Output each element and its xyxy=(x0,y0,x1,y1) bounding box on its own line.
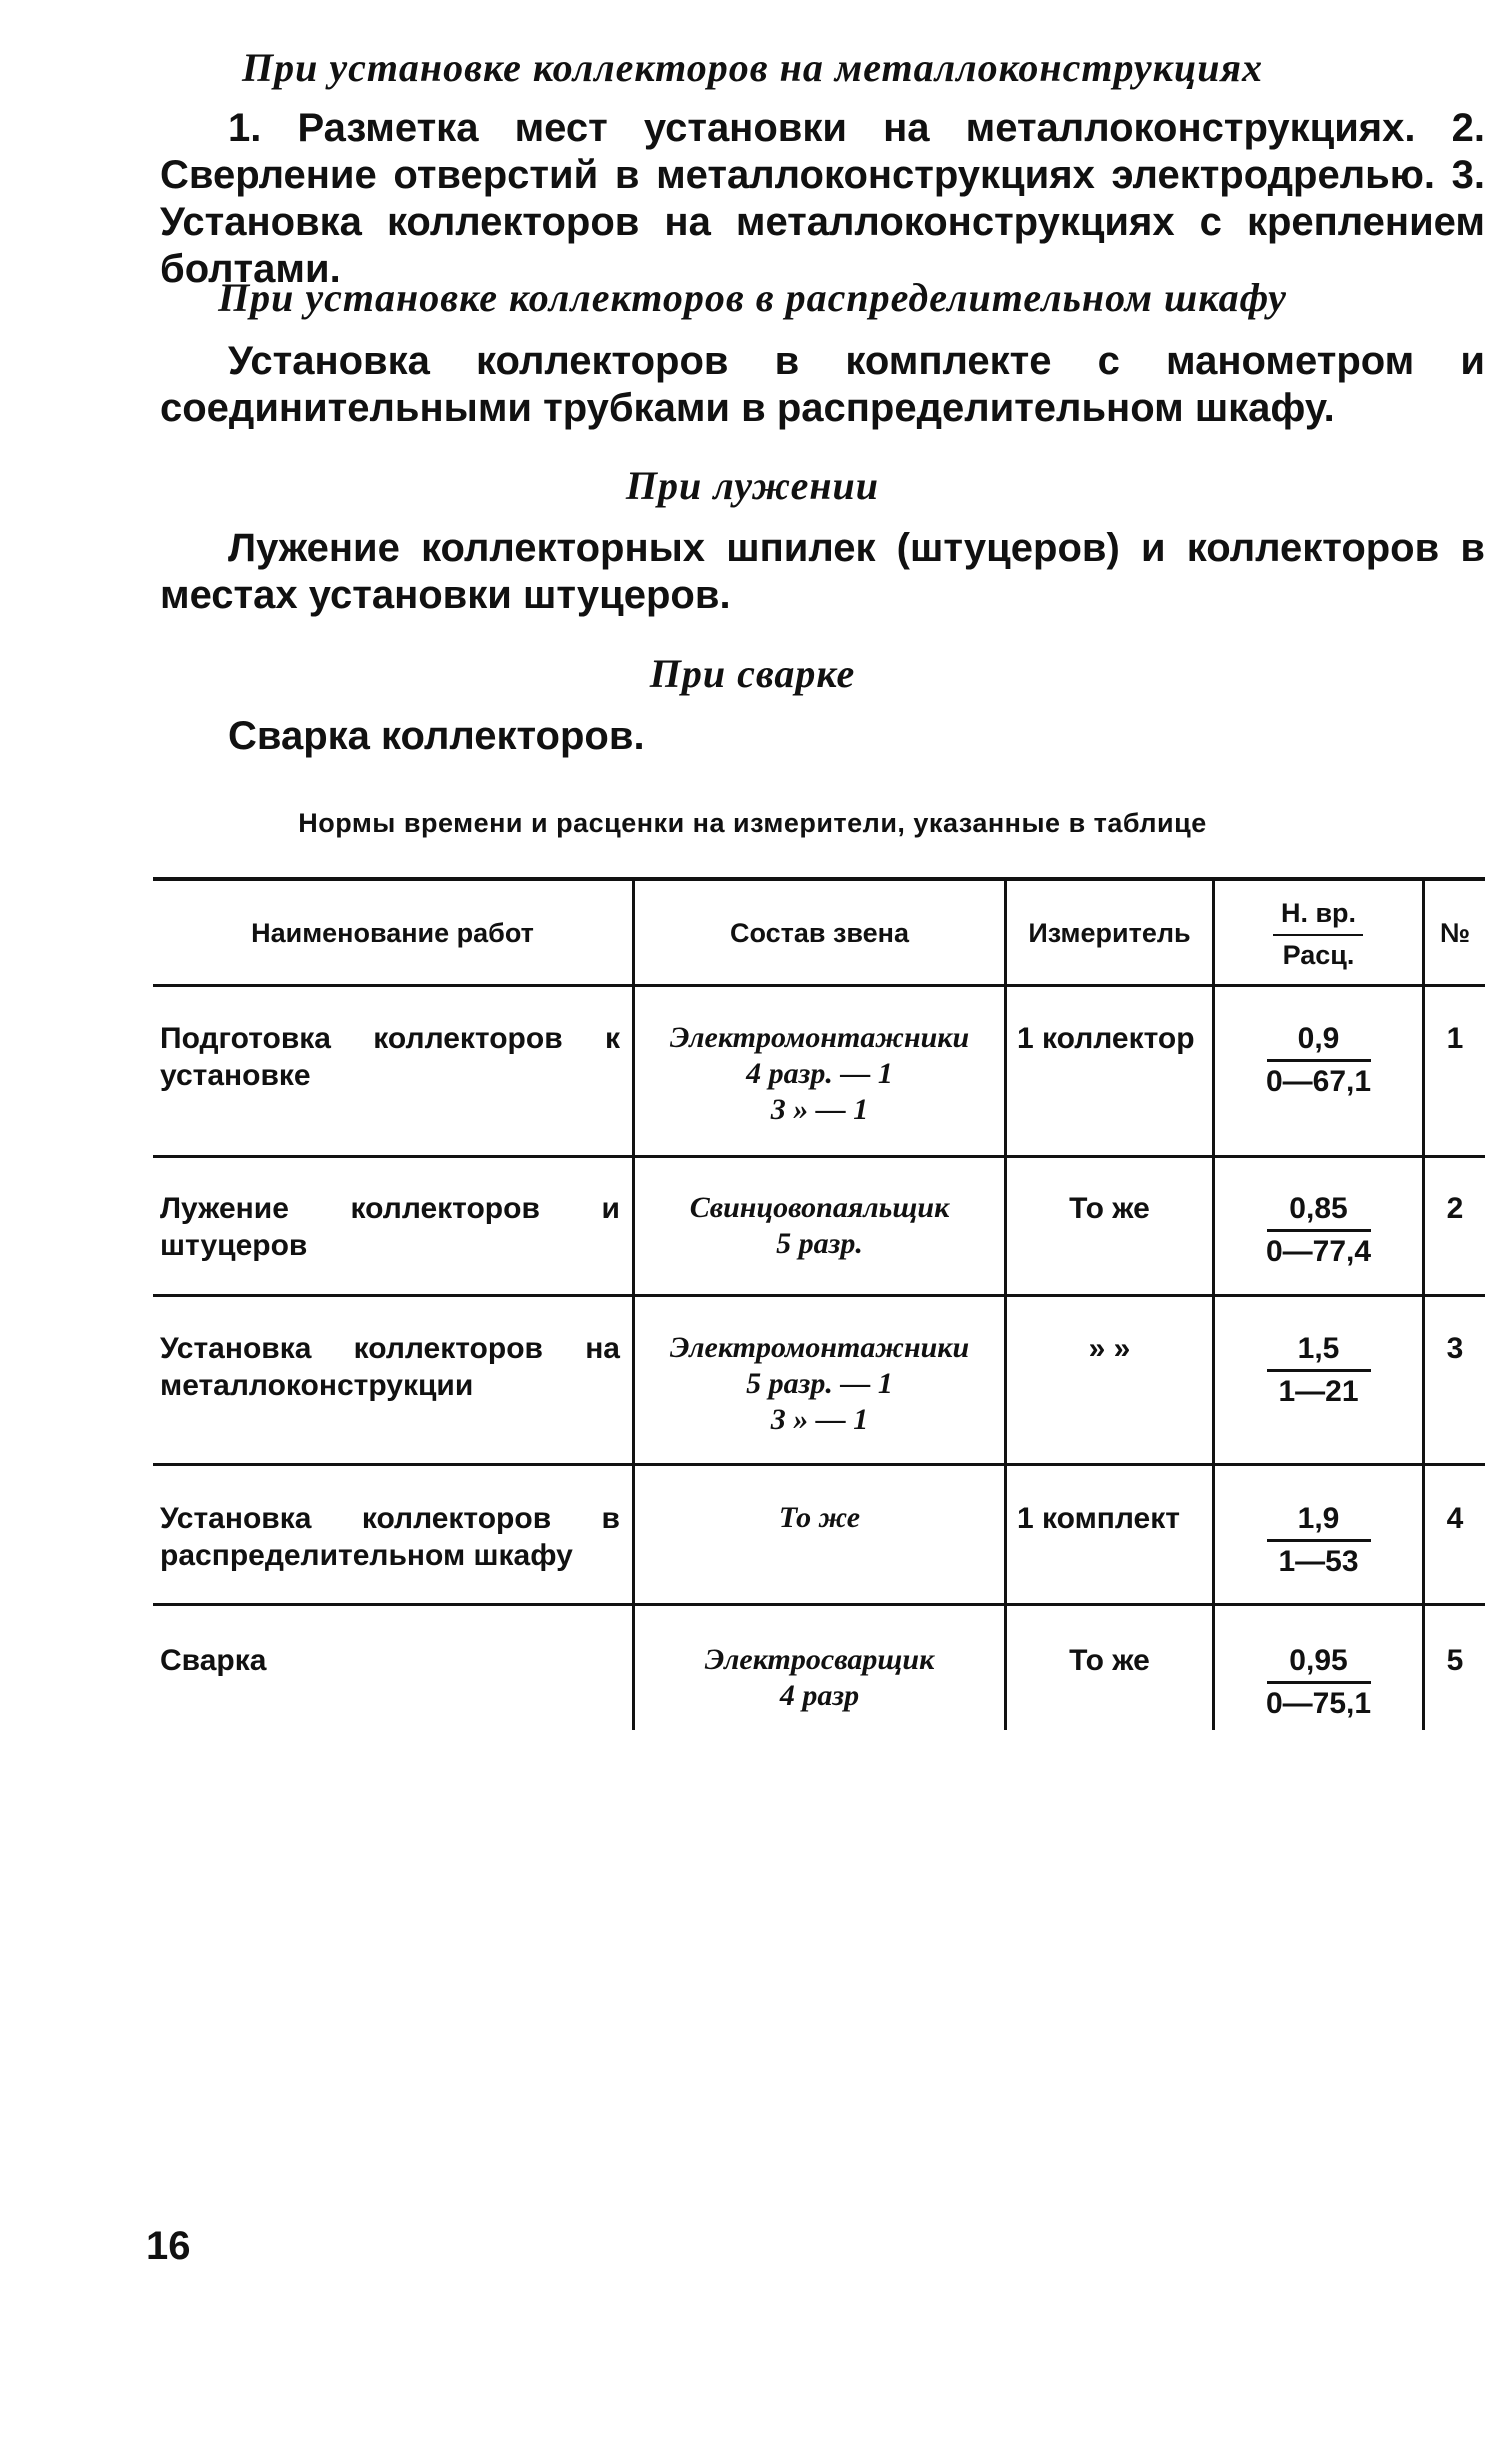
section-title: При сварке xyxy=(649,651,856,696)
header-norm: Н. вр. xyxy=(1280,898,1357,928)
section-title: При установке коллекторов на металлоконструкциях xyxy=(241,45,1264,90)
section-paragraph: Лужение коллекторных шпилек (штуцеров) и коллекторов в местах установки штуцеров. xyxy=(160,526,1485,617)
column-divider xyxy=(632,877,635,1730)
row-rate: 0—75,1 xyxy=(1265,1687,1372,1720)
section-paragraph: Сварка коллекторов. xyxy=(228,714,645,758)
row-crew: То же xyxy=(778,1501,861,1534)
row-unit: То же xyxy=(1069,1192,1150,1225)
row-rate: 0—67,1 xyxy=(1265,1065,1372,1098)
row-crew: Электромонтажники 5 разр. — 1 3 » — 1 xyxy=(669,1331,970,1436)
section-paragraph: 1. Разметка мест установки на металлоконструкциях. 2. Сверление отверстий в металлоконструкциях электродрелью. 3. Установка коллекторов на металлоконструкциях с креплением болтами. xyxy=(160,106,1485,291)
row-unit: 1 коллектор xyxy=(1017,1022,1195,1055)
column-divider xyxy=(1212,877,1215,1730)
header-unit: Измеритель xyxy=(1028,918,1191,948)
row-divider xyxy=(153,1294,1485,1297)
fraction-line xyxy=(1267,1369,1371,1372)
section-title: При установке коллекторов в распределительном шкафу xyxy=(218,275,1287,320)
fraction-line xyxy=(1267,1539,1371,1542)
row-number: 4 xyxy=(1446,1502,1464,1535)
row-rate: 0—77,4 xyxy=(1265,1235,1372,1268)
fraction-line xyxy=(1267,1229,1371,1232)
row-rate: 1—53 xyxy=(1278,1545,1359,1578)
row-norm: 1,5 xyxy=(1297,1332,1340,1365)
row-name: Лужение коллекторов и штуцеров xyxy=(160,1192,620,1262)
header-crew: Состав звена xyxy=(730,918,909,948)
header-rate: Расц. xyxy=(1282,940,1355,970)
row-crew: Электросварщик 4 разр xyxy=(704,1643,935,1712)
row-crew: Электромонтажники 4 разр. — 1 3 » — 1 xyxy=(669,1021,970,1126)
header-name: Наименование работ xyxy=(251,918,534,948)
section-title: При лужении xyxy=(625,463,880,508)
fraction-line xyxy=(1273,934,1363,936)
row-number: 5 xyxy=(1446,1644,1464,1677)
row-divider xyxy=(153,1603,1485,1606)
table-top-rule xyxy=(153,877,1485,881)
row-number: 1 xyxy=(1446,1022,1464,1055)
row-rate: 1—21 xyxy=(1278,1375,1359,1408)
column-divider xyxy=(1422,877,1425,1730)
row-norm: 0,85 xyxy=(1289,1192,1348,1225)
row-norm: 1,9 xyxy=(1297,1502,1340,1535)
table-caption: Нормы времени и расценки на измерители, указанные в таблице xyxy=(298,808,1207,838)
row-name: Установка коллекторов в распределительном шкафу xyxy=(160,1502,620,1572)
row-unit: 1 комплект xyxy=(1017,1502,1180,1535)
fraction-line xyxy=(1267,1681,1371,1684)
fraction-line xyxy=(1267,1059,1371,1062)
row-norm: 0,95 xyxy=(1289,1644,1348,1677)
row-unit: » » xyxy=(1088,1332,1131,1365)
row-divider xyxy=(153,1463,1485,1466)
row-crew: Свинцовопаяльщик 5 разр. xyxy=(689,1191,950,1260)
row-name: Сварка xyxy=(160,1644,267,1677)
row-divider xyxy=(153,1155,1485,1158)
row-number: 2 xyxy=(1446,1192,1464,1225)
row-unit: То же xyxy=(1069,1644,1150,1677)
page-number: 16 xyxy=(146,2224,191,2268)
header-no: № xyxy=(1439,918,1471,948)
table-header-rule xyxy=(153,984,1485,987)
section-paragraph: Установка коллекторов в комплекте с манометром и соединительными трубками в распределительном шкафу. xyxy=(160,339,1485,430)
row-name: Установка коллекторов на металлоконструкции xyxy=(160,1332,620,1402)
row-name: Подготовка коллекторов к установке xyxy=(160,1022,620,1092)
column-divider xyxy=(1004,877,1007,1730)
row-norm: 0,9 xyxy=(1297,1022,1340,1055)
row-number: 3 xyxy=(1446,1332,1464,1365)
